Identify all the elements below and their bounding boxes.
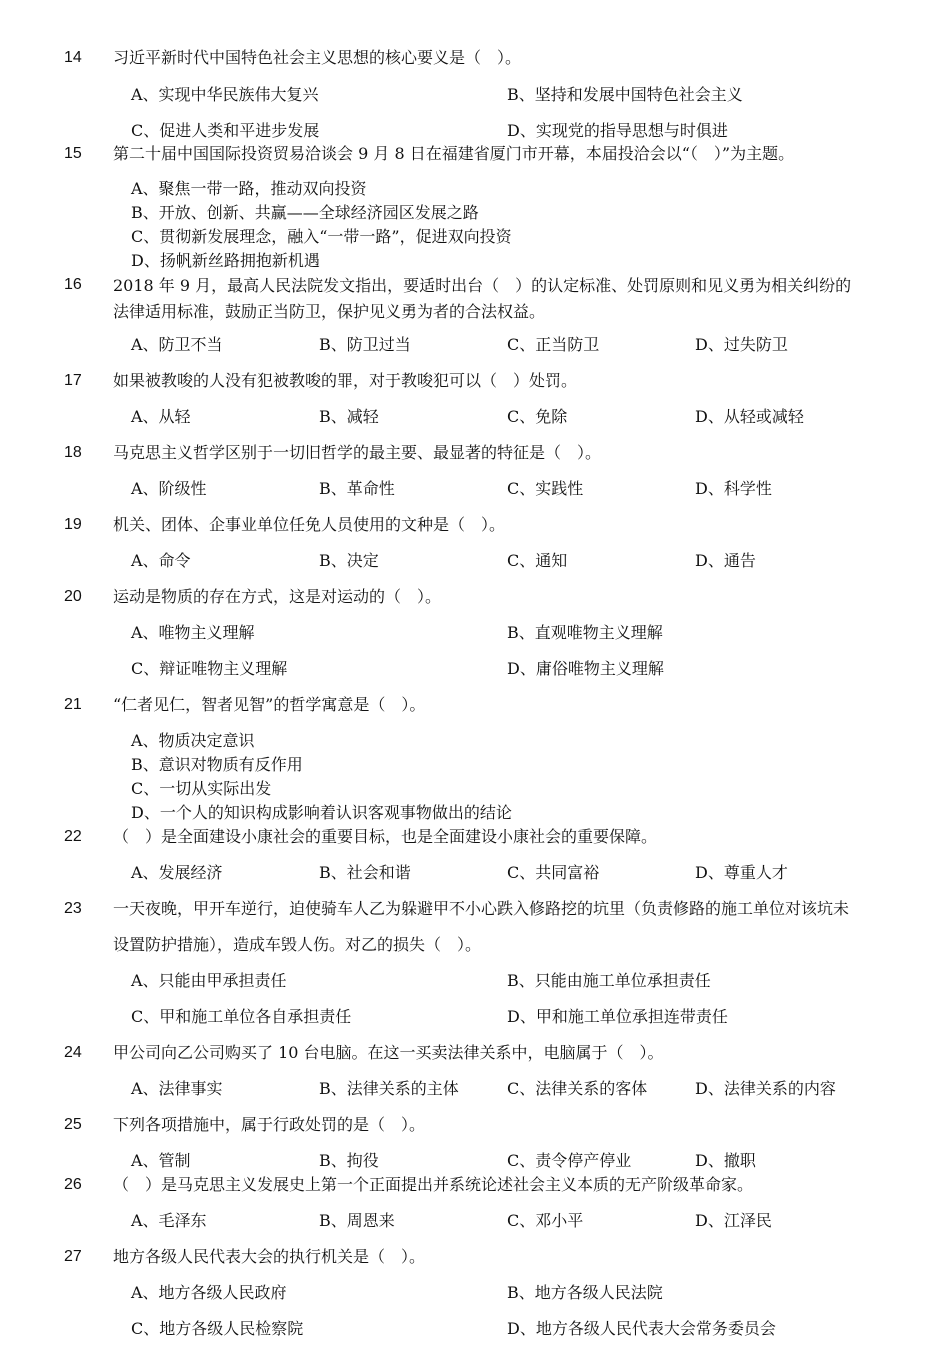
option-c: C、一切从实际出发: [131, 779, 272, 798]
option-a: A、地方各级人民政府: [131, 1283, 287, 1302]
option-a: A、法律事实: [131, 1079, 223, 1098]
option-b: B、拘役: [319, 1151, 379, 1170]
option-d: D、庸俗唯物主义理解: [507, 659, 664, 678]
option-a: A、唯物主义理解: [131, 623, 255, 642]
option-c: C、责令停产停业: [507, 1151, 632, 1170]
question-stem: （ ）是马克思主义发展史上第一个正面提出并系统论述社会主义本质的无产阶级革命家。: [113, 1175, 754, 1194]
option-a: A、聚焦一带一路，推动双向投资: [131, 179, 367, 198]
question-stem: 下列各项措施中，属于行政处罚的是（ ）。: [113, 1115, 426, 1134]
option-b: B、坚持和发展中国特色社会主义: [507, 85, 743, 104]
option-b: B、地方各级人民法院: [507, 1283, 663, 1302]
question-number: 23: [64, 900, 82, 917]
question-number: 27: [64, 1248, 82, 1265]
question-stem: 机关、团体、企事业单位任免人员使用的文种是（ ）。: [113, 515, 506, 534]
question-stem: 如果被教唆的人没有犯被教唆的罪，对于教唆犯可以（ ）处罚。: [113, 371, 578, 390]
option-c: C、实践性: [507, 479, 584, 498]
question-number: 21: [64, 696, 82, 713]
option-b: B、法律关系的主体: [319, 1079, 459, 1098]
option-b: B、革命性: [319, 479, 395, 498]
option-d: D、法律关系的内容: [695, 1079, 836, 1098]
question-stem: 第二十届中国国际投资贸易洽谈会 9 月 8 日在福建省厦门市开幕，本届投洽会以“（ ）”为主题。: [113, 144, 795, 163]
option-c: C、辩证唯物主义理解: [131, 659, 288, 678]
option-a: A、实现中华民族伟大复兴: [131, 85, 319, 104]
option-a: A、管制: [131, 1151, 191, 1170]
option-c: C、促进人类和平进步发展: [131, 121, 320, 140]
option-a: A、阶级性: [131, 479, 207, 498]
question-number: 19: [64, 516, 82, 533]
option-c: C、贯彻新发展理念，融入“一带一路”，促进双向投资: [131, 227, 512, 246]
question-stem: 一天夜晚，甲开车逆行，迫使骑车人乙为躲避甲不小心跌入修路挖的坑里（负责修路的施工单位对该坑未设置防护措施），造成车毁人伤。对乙的损失（ ）。: [113, 899, 850, 954]
option-a: A、防卫不当: [131, 335, 223, 354]
option-d: D、科学性: [695, 479, 772, 498]
option-c: C、邓小平: [507, 1211, 584, 1230]
question-stem: 习近平新时代中国特色社会主义思想的核心要义是（ ）。: [113, 48, 522, 67]
option-d: D、通告: [695, 551, 756, 570]
question-number: 20: [64, 588, 82, 605]
question-number: 18: [64, 444, 82, 461]
question-number: 14: [64, 49, 82, 66]
question-number: 25: [64, 1116, 82, 1133]
option-a: A、发展经济: [131, 863, 223, 882]
question-number: 15: [64, 145, 82, 162]
option-a: A、从轻: [131, 407, 191, 426]
option-b: B、减轻: [319, 407, 379, 426]
question-stem: 地方各级人民代表大会的执行机关是（ ）。: [113, 1247, 426, 1266]
option-d: D、地方各级人民代表大会常务委员会: [507, 1319, 776, 1338]
option-c: C、甲和施工单位各自承担责任: [131, 1007, 352, 1026]
option-c: C、共同富裕: [507, 863, 600, 882]
option-d: D、一个人的知识构成影响着认识客观事物做出的结论: [131, 803, 512, 822]
question-stem: 运动是物质的存在方式，这是对运动的（ ）。: [113, 587, 442, 606]
question-number: 24: [64, 1044, 82, 1061]
option-b: B、只能由施工单位承担责任: [507, 971, 711, 990]
question-stem: （ ）是全面建设小康社会的重要目标，也是全面建设小康社会的重要保障。: [113, 827, 658, 846]
question-stem: “仁者见仁，智者见智”的哲学寓意是（ ）。: [113, 695, 426, 714]
option-b: B、防卫过当: [319, 335, 411, 354]
option-b: B、意识对物质有反作用: [131, 755, 303, 774]
option-c: C、正当防卫: [507, 335, 600, 354]
option-a: A、物质决定意识: [131, 731, 255, 750]
option-c: C、通知: [507, 551, 568, 570]
question-stem: 2018 年 9 月，最高人民法院发文指出，要适时出台（ ）的认定标准、处罚原则和见义勇为相关纠纷的法律适用标准，鼓励正当防卫，保护见义勇为者的合法权益。: [113, 276, 852, 321]
option-b: B、开放、创新、共赢——全球经济园区发展之路: [131, 203, 479, 222]
option-c: C、法律关系的客体: [507, 1079, 648, 1098]
option-c: C、免除: [507, 407, 568, 426]
option-b: B、决定: [319, 551, 379, 570]
question-stem: 甲公司向乙公司购买了 10 台电脑。在这一买卖法律关系中，电脑属于（ ）。: [113, 1043, 664, 1062]
option-b: B、社会和谐: [319, 863, 411, 882]
question-number: 16: [64, 276, 82, 293]
option-a: A、只能由甲承担责任: [131, 971, 287, 990]
option-d: D、甲和施工单位承担连带责任: [507, 1007, 728, 1026]
option-b: B、周恩来: [319, 1211, 395, 1230]
option-d: D、扬帆新丝路拥抱新机遇: [131, 251, 320, 270]
option-d: D、从轻或减轻: [695, 407, 804, 426]
option-a: A、命令: [131, 551, 191, 570]
question-number: 26: [64, 1176, 82, 1193]
option-d: D、江泽民: [695, 1211, 772, 1230]
option-d: D、撤职: [695, 1151, 756, 1170]
question-number: 17: [64, 372, 82, 389]
option-d: D、过失防卫: [695, 335, 788, 354]
option-d: D、实现党的指导思想与时俱进: [507, 121, 728, 140]
option-c: C、地方各级人民检察院: [131, 1319, 304, 1338]
option-b: B、直观唯物主义理解: [507, 623, 663, 642]
option-d: D、尊重人才: [695, 863, 788, 882]
question-number: 22: [64, 828, 82, 845]
option-a: A、毛泽东: [131, 1211, 207, 1230]
question-stem: 马克思主义哲学区别于一切旧哲学的最主要、最显著的特征是（ ）。: [113, 443, 602, 462]
